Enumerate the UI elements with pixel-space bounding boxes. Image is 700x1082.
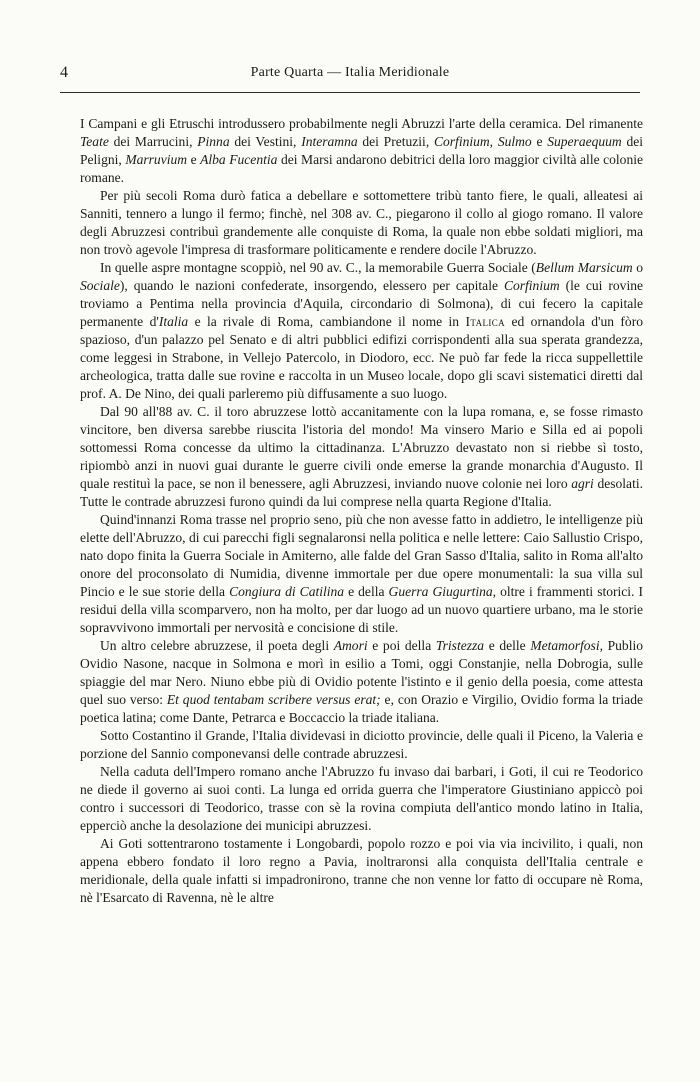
italic-term: Italia <box>158 314 189 329</box>
paragraph <box>80 115 643 187</box>
paragraph <box>80 511 643 637</box>
text-run: Quind'innanzi Roma trasse nel proprio seno, più che non avesse fatto in addietro, le intelligenze più elette dell'Abruzzo, di cui parecchi figli segnalaronsi nella politica e nelle lettere: Caio Sallustio Crispo, nato dopo finita la Guerra Sociale in Amiterno, alle falde del Gran Sasso d'Italia, salito in Roma all'alto onore del proconsolato di Numidia, divenne immortale per due opere monumentali: la sua villa sul Pincio e le sue storie della <box>80 512 643 599</box>
italic-term: Sulmo <box>497 134 532 149</box>
italic-term: Metamorfosi <box>530 638 600 653</box>
italic-term: Pinna <box>197 134 230 149</box>
text-run: ed ornandola d'un fòro spazioso, d'un palazzo pel Senato e di altri pubblici edifizi corrispondenti alla sua sperata grandezza, come leggesi in Strabone, in Vellejo Patercolo, in Diodoro, ecc. Ne può far fede la ricca suppellettile archeologica, tratta dalle sue rovine e raccolta in un Museo locale, dopo gli scavi sistematici diretti dal prof. A. De Nino, dei quali parleremo più diffusamente a suo luogo. <box>80 314 643 401</box>
text-run: (le cui rovine troviamo a Pentima nella provincia d'Aquila, circondario di Solmona), di cui fecero la capitale permanente d' <box>80 278 644 329</box>
paragraph <box>80 637 643 727</box>
text-run: desolati. Tutte le contrade abruzzesi furono quindi da lui comprese nella quarta Regione d'Italia. <box>80 476 643 509</box>
italic-term: Corfinium <box>433 134 490 149</box>
small-caps-term: Italica <box>465 314 506 329</box>
text-run: , <box>489 134 498 149</box>
italic-term: Superaequum <box>547 134 622 149</box>
italic-term: Sociale <box>80 278 120 293</box>
italic-term: Et quod tentabam scribere versus erat; <box>166 692 381 707</box>
text-run: Dal 90 all'88 av. C. il toro abruzzese lottò accanitamente con la lupa romana, e, se fosse rimasto vincitore, ben diversa sarebbe riuscita l'istoria del mondo! Ma vinsero Mario e Silla ed ai popoli sottomessi Roma concesse da ultimo la cittadinanza. L'Abruzzo devastato non si riebbe sì tosto, ripiombò anzi in nuovi guai durante le guerre civili onde emerse la grande monarchia d'Augusto. Il quale restituì la pace, se non il benessere, agli Abruzzesi, inviando nuove colonie nei loro <box>80 404 643 491</box>
running-title: Parte Quarta — Italia Meridionale <box>250 65 450 80</box>
text-run: dei Marsi andarono debitrici della loro maggior civiltà alle colonie romane. <box>80 152 644 185</box>
text-run: , oltre i frammenti storici. I residui della villa scomparvero, non ha molto, per dar luogo ad un nuovo quartiere urbano, ma le storie sopravvivono immortali per nervosità e concisione di stile. <box>80 584 644 635</box>
paragraph <box>80 727 643 763</box>
page-number: 4 <box>60 64 69 81</box>
text-run: e <box>531 134 548 149</box>
text-run: , Publio Ovidio Nasone, nacque in Solmona e morì in esilio a Tomi, oggi Constanjie, nella Dobrogia, sulle spiaggie del mar Nero. Niuno ebbe più di Ovidio potente l'istinto e il genio della poesia, come attesta quel suo verso: <box>80 638 644 707</box>
text-run: dei Pretuzii, <box>357 134 434 149</box>
text-run: e <box>187 152 201 167</box>
text-run: e, con Orazio e Virgilio, Ovidio forma la triade poetica latina; come Dante, Petrarca e Boccaccio la triade italiana. <box>80 692 643 725</box>
italic-term: Tristezza <box>435 638 485 653</box>
italic-term: Guerra Giugurtina <box>388 584 493 599</box>
text-run: o <box>632 260 643 275</box>
text-run: dei Marrucini, <box>108 134 198 149</box>
text-run: Nella caduta dell'Impero romano anche l'Abruzzo fu invaso dai barbari, i Goti, il cui re Teodorico ne diede il governo ai suoi conti. La lunga ed orrida guerra che l'imperatore Giustiniano appiccò poi contro i successori di Teodorico, trasse con sè la rovina compiuta dell'antico mondo latino in Italia, epperciò anche la desolazione dei municipi abruzzesi. <box>80 764 643 833</box>
italic-term: Alba Fucentia <box>200 152 278 167</box>
italic-term: agri <box>571 476 594 491</box>
paragraph <box>80 403 643 511</box>
text-run: e la rivale di Roma, cambiandone il nome in <box>188 314 466 329</box>
body-text <box>80 115 643 907</box>
italic-term: Marruvium <box>125 152 188 167</box>
text-run: Ai Goti sottentrarono tostamente i Longobardi, popolo rozzo e poi via via incivilito, i quali, non appena ebbero fondato il loro regno a Pavia, inoltraronsi alla conquista dell'Italia centrale e meridionale, della quale infatti si impadronirono, tranne che non venne lor fatto di occupare nè Roma, nè l'Esarcato di Ravenna, nè le altre <box>80 836 643 905</box>
italic-term: Amori <box>333 638 368 653</box>
header-rule <box>60 92 640 93</box>
text-run: e delle <box>484 638 531 653</box>
text-run: dei Peligni, <box>80 134 644 167</box>
text-run: e della <box>344 584 389 599</box>
text-run: Un altro celebre abruzzese, il poeta degli <box>100 638 334 653</box>
text-run: Per più secoli Roma durò fatica a debellare e sottomettere tribù tanto fiere, le quali, alleatesi ai Sanniti, tennero a lungo il fermo; finchè, nel 308 av. C., piegarono il collo al giogo romano. Il valore degli Abruzzesi contribuì grandemente alle conquiste di Roma, la quale non ebbe soldati migliori, ma non trovò agevole l'impresa di trasformare politicamente e rendere docile l'Abruzzo. <box>80 188 643 257</box>
paragraph <box>80 259 643 403</box>
italic-term: Congiura di Catilina <box>229 584 345 599</box>
italic-term: Corfinium <box>503 278 560 293</box>
paragraph <box>80 187 643 259</box>
text-run: Sotto Costantino il Grande, l'Italia dividevasi in diciotto provincie, delle quali il Piceno, la Valeria e porzione del Sannio componevansi delle contrade abruzzesi. <box>80 728 643 761</box>
italic-term: Teate <box>80 134 109 149</box>
text-run: e poi della <box>367 638 436 653</box>
text-run: dei Vestini, <box>229 134 302 149</box>
italic-term: Bellum Marsicum <box>535 260 633 275</box>
page-header <box>60 64 640 86</box>
text-run: In quelle aspre montagne scoppiò, nel 90 av. C., la memorabile Guerra Sociale ( <box>100 260 536 275</box>
paragraph <box>80 835 643 907</box>
text-run: I Campani e gli Etruschi introdussero probabilmente negli Abruzzi l'arte della ceramica. Del rimanente <box>80 116 643 131</box>
text-run: ), quando le nazioni confederate, insorgendo, elessero per capitale <box>119 278 504 293</box>
paragraph <box>80 763 643 835</box>
italic-term: Interamna <box>301 134 358 149</box>
